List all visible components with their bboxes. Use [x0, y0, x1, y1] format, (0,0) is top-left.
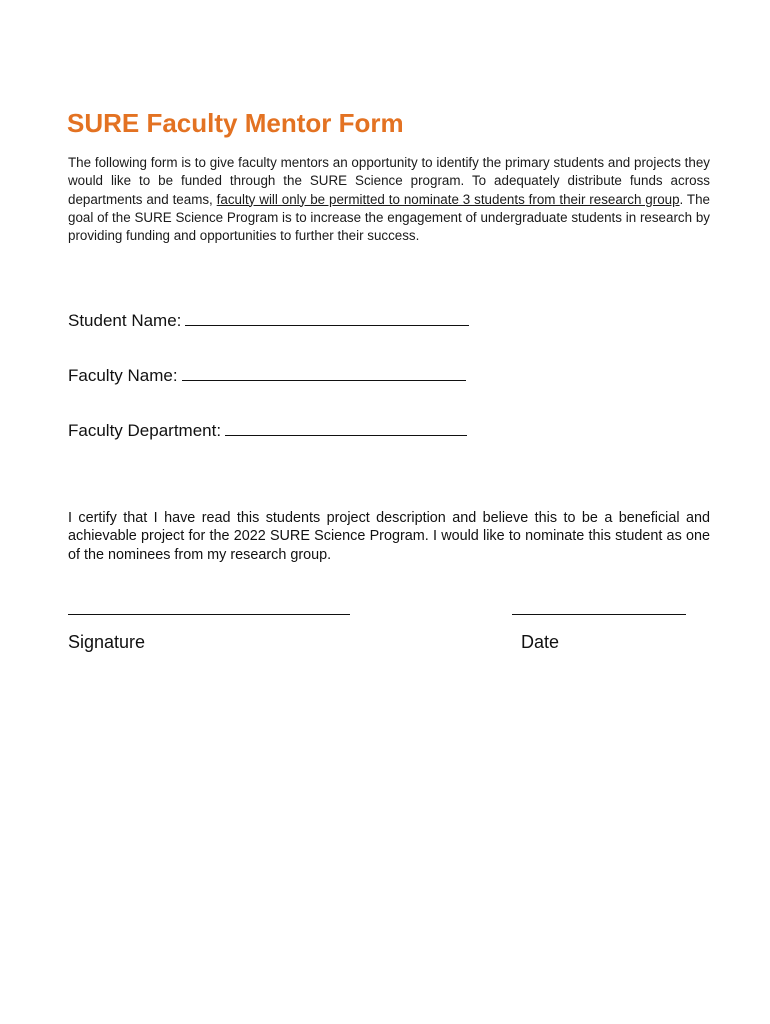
signature-line[interactable]	[68, 614, 350, 615]
faculty-department-line[interactable]	[225, 419, 467, 436]
faculty-department-label: Faculty Department:	[68, 421, 222, 440]
certification-statement: I certify that I have read this students project description and believe this to be a beneficial and achievable project for the 2022 SURE Science Program. I would like to nominate this student as one of the nominees from my research group.	[68, 510, 710, 563]
student-name-line[interactable]	[185, 309, 469, 326]
faculty-name-line[interactable]	[182, 364, 466, 381]
intro-text-start: The following form is to give faculty mentors an opportunity to identify the primary students and projects they would like to be funded through the SURE Science program. To adequately distribute funds across departments and teams,	[68, 155, 710, 207]
form-title: SURE Faculty Mentor Form	[67, 108, 404, 138]
intro-paragraph	[68, 154, 710, 245]
signature-label: Signature	[68, 632, 146, 652]
student-name-label: Student Name:	[68, 311, 182, 330]
faculty-department-field	[68, 419, 467, 441]
faculty-name-field	[68, 364, 466, 386]
date-line[interactable]	[512, 614, 686, 615]
faculty-name-label: Faculty Name:	[68, 366, 178, 385]
intro-nomination-limit: faculty will only be permitted to nominate 3 students from their research group	[216, 191, 680, 207]
date-label: Date	[521, 632, 560, 652]
student-name-field	[68, 309, 469, 331]
intro-text-end: . The goal of the SURE Science Program is to increase the engagement of undergraduate students in research by providing funding and opportunities to further their success.	[68, 191, 710, 244]
